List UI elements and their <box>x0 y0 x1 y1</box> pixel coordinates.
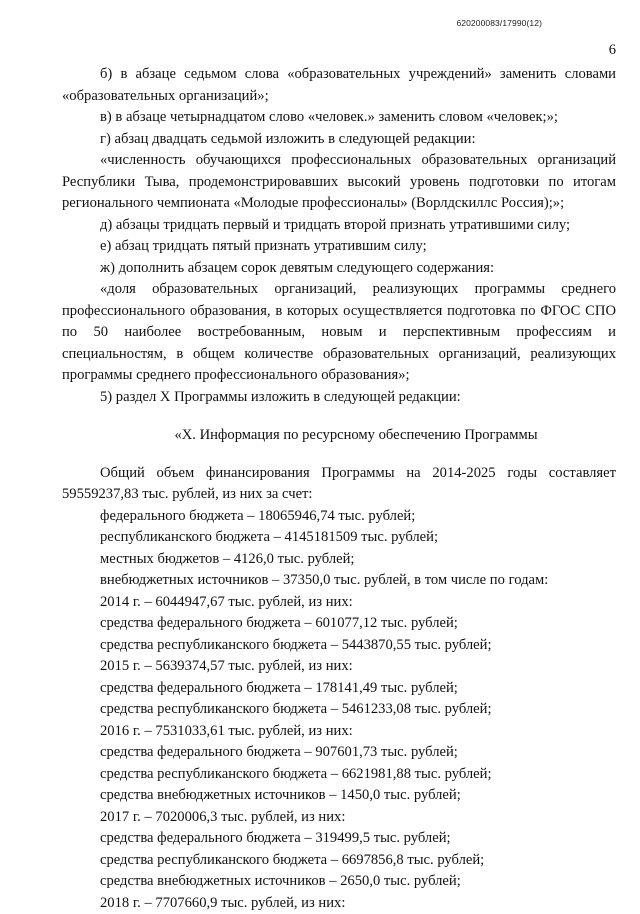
amendment-zh-text: «доля образовательных организаций, реализующих программы среднего профессионального образования, в которых осуществляется подготовка по ФГОС СПО по 50 наиболее востребованным, новым и перспективным профессиям и специальностям, в общем количестве образовательных организаций, реализующих программы среднего профессионального образования»; <box>62 279 616 387</box>
funding-line: средства республиканского бюджета – 6697856,8 тыс. рублей; <box>62 850 616 872</box>
funding-list <box>62 506 616 914</box>
funding-line: 2014 г. – 6044947,67 тыс. рублей, из них: <box>62 592 616 614</box>
funding-line: средства федерального бюджета – 319499,5 тыс. рублей; <box>62 828 616 850</box>
funding-intro: Общий объем финансирования Программы на 2014-2025 годы составляет 59559237,83 тыс. рублей, из них за счет: <box>62 463 616 506</box>
amendment-e: е) абзац тридцать пятый признать утратившим силу; <box>62 236 616 258</box>
funding-line: средства федерального бюджета – 601077,12 тыс. рублей; <box>62 613 616 635</box>
funding-line: республиканского бюджета – 4145181509 тыс. рублей; <box>62 527 616 549</box>
amendment-5: 5) раздел X Программы изложить в следующей редакции: <box>62 387 616 409</box>
funding-line: 2016 г. – 7531033,61 тыс. рублей, из них: <box>62 721 616 743</box>
funding-line: средства внебюджетных источников – 2650,0 тыс. рублей; <box>62 871 616 893</box>
funding-line: 2017 г. – 7020006,3 тыс. рублей, из них: <box>62 807 616 829</box>
funding-line: 2018 г. – 7707660,9 тыс. рублей, из них: <box>62 893 616 914</box>
amendment-d: д) абзацы тридцать первый и тридцать второй признать утратившими силу; <box>62 215 616 237</box>
funding-line: средства федерального бюджета – 178141,49 тыс. рублей; <box>62 678 616 700</box>
funding-line: федерального бюджета – 18065946,74 тыс. рублей; <box>62 506 616 528</box>
document-body <box>62 64 616 914</box>
funding-line: средства федерального бюджета – 907601,73 тыс. рублей; <box>62 742 616 764</box>
funding-line: средства республиканского бюджета – 5461233,08 тыс. рублей; <box>62 699 616 721</box>
amendment-v: в) в абзаце четырнадцатом слово «человек.» заменить словом «человек;»; <box>62 107 616 129</box>
section-heading: «X. Информация по ресурсному обеспечению Программы <box>62 425 616 447</box>
page-number: 6 <box>609 42 616 59</box>
amendment-zh: ж) дополнить абзацем сорок девятым следующего содержания: <box>62 258 616 280</box>
funding-line: средства республиканского бюджета – 6621981,88 тыс. рублей; <box>62 764 616 786</box>
funding-line: внебюджетных источников – 37350,0 тыс. рублей, в том числе по годам: <box>62 570 616 592</box>
amendment-g-text: «численность обучающихся профессиональных образовательных организаций Республики Тыва, продемонстрировавших высокий уровень подготовки по итогам регионального чемпионата «Молодые профессионалы» (Ворлдскиллс Россия);»; <box>62 150 616 215</box>
amendment-g: г) абзац двадцать седьмой изложить в следующей редакции: <box>62 129 616 151</box>
funding-line: средства республиканского бюджета – 5443870,55 тыс. рублей; <box>62 635 616 657</box>
document-id: 620200083/17990(12) <box>456 18 542 28</box>
amendment-b: б) в абзаце седьмом слова «образовательных учреждений» заменить словами «образовательных организаций»; <box>62 64 616 107</box>
funding-line: местных бюджетов – 4126,0 тыс. рублей; <box>62 549 616 571</box>
funding-line: средства внебюджетных источников – 1450,0 тыс. рублей; <box>62 785 616 807</box>
funding-line: 2015 г. – 5639374,57 тыс. рублей, из них: <box>62 656 616 678</box>
